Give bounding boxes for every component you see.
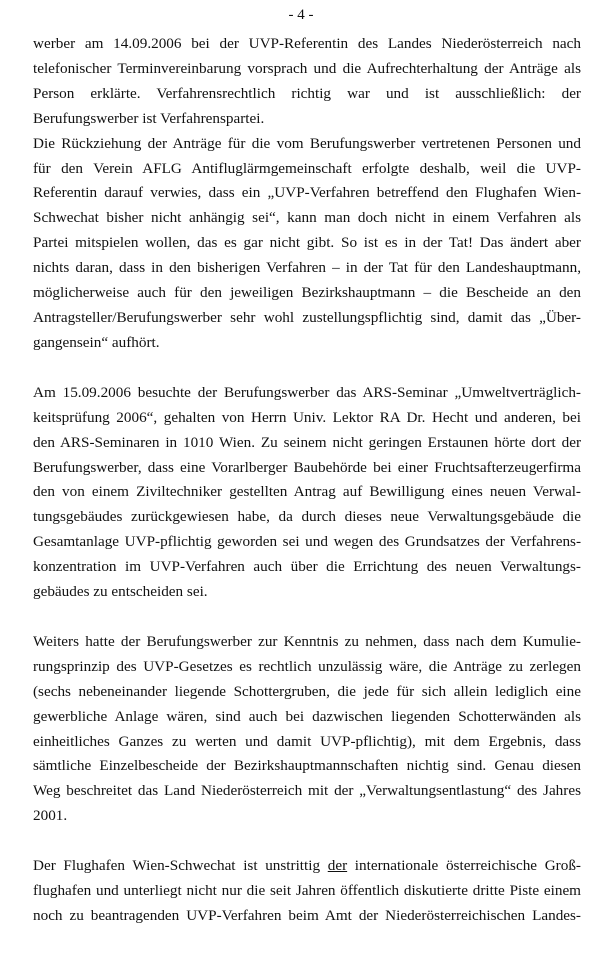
document-body (33, 32, 581, 929)
text-line: einheitliches Ganzes zu werten und damit UVP-pflichtig), mit dem Ergebnis, dass (33, 732, 581, 750)
text-line: möglicherweise auch für den jeweiligen Bezirkshauptmann – die Bescheide an den (33, 284, 581, 302)
text-line: nichts daran, dass in den bisherigen Verfahren – in der Tat für den Landeshauptmann, (33, 259, 581, 277)
text-run: Der Flughafen Wien-Schwechat ist unstrittig (33, 857, 328, 875)
text-line: Berufungswerber, dass eine Vorarlberger Baubehörde bei einer Fruchtsafterzeugerfirma (33, 458, 581, 476)
text-line: Person erklärte. Verfahrensrechtlich richtig war und ist ausschließlich: der (33, 84, 581, 102)
text-line: keitsprüfung 2006“, gehalten von Herrn Univ. Lektor RA Dr. Hecht und anderen, bei (33, 408, 581, 426)
text-line: telefonischer Terminvereinbarung vorsprach und die Aufrechterhaltung der Anträge als (33, 59, 581, 77)
text-line: (sechs nebeneinander liegende Schottergruben, die jede für sich allein lediglich eine (33, 682, 581, 700)
paragraph-gap (33, 605, 581, 630)
text-run: internationale österreichische Groß- (347, 857, 581, 875)
text-line: konzentration im UVP-Verfahren auch über die Errichtung des neuen Verwaltungs- (33, 558, 581, 576)
text-line: für den Verein AFLG Antifluglärmgemeinschaft erfolgte deshalb, weil die UVP- (33, 159, 581, 177)
text-line: Antragsteller/Berufungswerber sehr wohl zustellungspflichtig sind, damit das „Über- (33, 308, 581, 326)
text-line: rungsprinzip des UVP-Gesetzes es rechtlich unzulässig wäre, die Anträge zu zerlegen (33, 657, 581, 675)
text-line: Weiters hatte der Berufungswerber zur Kenntnis zu nehmen, dass nach dem Kumulie- (33, 632, 581, 650)
text-line: den ARS-Seminaren in 1010 Wien. Zu seinem nicht geringen Erstaunen hörte dort der (33, 433, 581, 451)
text-line: Gesamtanlage UVP-pflichtig geworden sei und wegen des Grundsatzes der Verfahrens- (33, 533, 581, 551)
paragraph-1 (33, 32, 581, 132)
text-line: Weg beschreitet das Land Niederösterreich mit der „Verwaltungsentlastung“ des Jahres (33, 782, 581, 800)
paragraph-4 (33, 630, 581, 829)
text-line: den von einem Ziviltechniker gestellten Antrag auf Bewilligung eines neuen Verwal- (33, 483, 581, 501)
emphasis-underline: der (327, 857, 348, 875)
paragraph-gap (33, 356, 581, 381)
text-line: Am 15.09.2006 besuchte der Berufungswerber das ARS-Seminar „Umweltverträglich- (33, 383, 581, 401)
page-number: - 4 - (288, 7, 314, 23)
paragraph-gap (33, 829, 581, 854)
text-line: Die Rückziehung der Anträge für die vom Berufungswerber vertretenen Personen und (33, 134, 581, 152)
text-line: tungsgebäudes zurückgewiesen habe, da durch dieses neue Verwaltungsgebäude die (33, 508, 581, 526)
text-line: Partei mitspielen wollen, das es gar nicht gibt. So ist es in der Tat! Das ändert aber (33, 234, 581, 252)
text-line: sämtliche Einzelbescheide der Bezirkshauptmannschaften nichtig sind. Genau diesen (33, 757, 581, 775)
text-line: Berufungswerber ist Verfahrenspartei. (33, 109, 265, 127)
text-line: gewerbliche Anlage wären, sind auch bei dazwischen liegenden Schotterwänden als (33, 707, 581, 725)
text-line: gebäudes zu entscheiden sei. (33, 583, 208, 601)
paragraph-2 (33, 132, 581, 356)
text-line: Schwechat bisher nicht anhängig sei“, kann man doch nicht in einem Verfahren als (33, 209, 581, 227)
text-line: werber am 14.09.2006 bei der UVP-Referentin des Landes Niederösterreich nach (33, 35, 581, 52)
paragraph-3 (33, 381, 581, 605)
text-line: gangensein“ aufhört. (33, 333, 160, 351)
text-line: noch zu beantragenden UVP-Verfahren beim Amt der Niederösterreichischen Landes- (33, 907, 581, 924)
paragraph-5 (33, 854, 581, 929)
text-line: Referentin darauf verwies, dass ein „UVP-Verfahren betreffend den Flughafen Wien- (33, 184, 581, 202)
text-line: 2001. (33, 807, 68, 825)
text-line: flughafen und unterliegt nicht nur die seit Jahren öffentlich diskutierte dritte Piste einem (33, 882, 581, 900)
text-line (33, 854, 581, 879)
